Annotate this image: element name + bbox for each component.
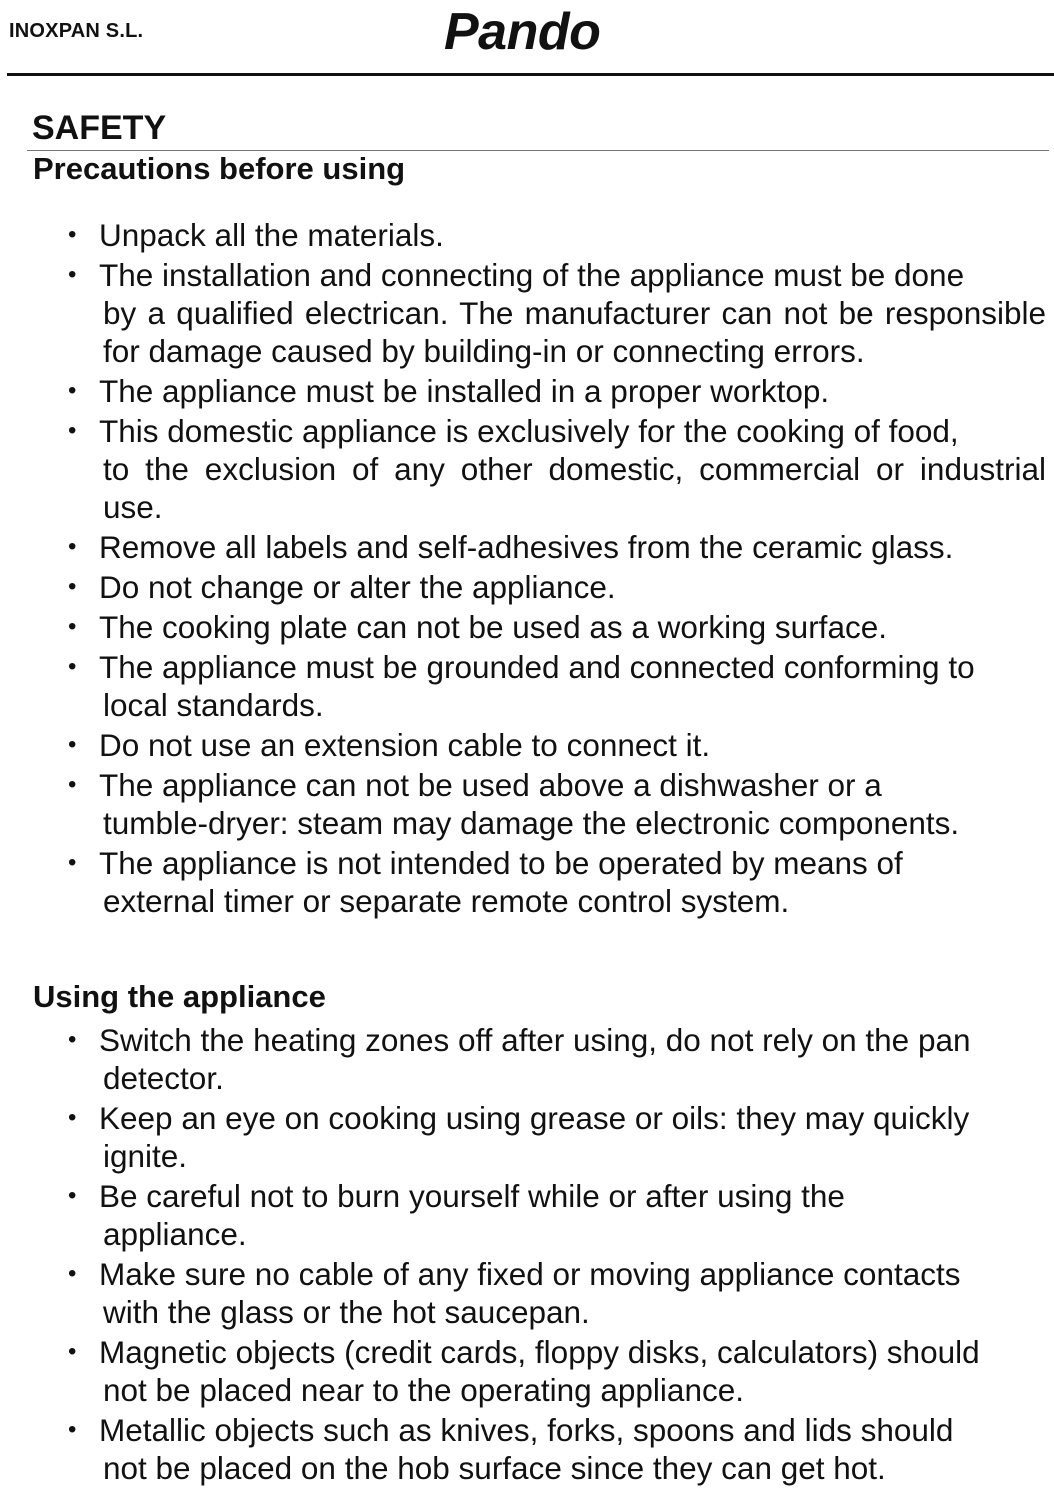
bullet-icon: • bbox=[68, 1416, 77, 1443]
bullet-icon: • bbox=[68, 533, 77, 560]
list-item bbox=[0, 1255, 1054, 1331]
list-item-text: This domestic appliance is exclusively for the cooking of food, bbox=[99, 413, 959, 449]
list-item-text: Magnetic objects (credit cards, floppy disks, calculators) should bbox=[99, 1334, 980, 1370]
list-item-continuation: to the exclusion of any other domestic, commercial or industrial use. bbox=[103, 451, 1046, 525]
list-item-continuation: local standards. bbox=[103, 687, 324, 723]
list-item-text: Unpack all the materials. bbox=[99, 217, 444, 253]
list-item bbox=[0, 1333, 1054, 1409]
list-item-continuation: not be placed on the hob surface since they can get hot. bbox=[103, 1450, 886, 1486]
company-name: INOXPAN S.L. bbox=[9, 20, 144, 42]
list-item-text: Remove all labels and self-adhesives from the ceramic glass. bbox=[99, 529, 954, 565]
list-item-text: Keep an eye on cooking using grease or oils: they may quickly bbox=[99, 1100, 970, 1136]
section-title: SAFETY bbox=[32, 109, 167, 147]
list-item-continuation: external timer or separate remote control system. bbox=[103, 883, 790, 919]
bullet-icon: • bbox=[68, 261, 77, 288]
list-item bbox=[0, 1411, 1054, 1487]
bullet-icon: • bbox=[68, 377, 77, 404]
list-item-text: The appliance is not intended to be operated by means of bbox=[99, 845, 903, 881]
bullet-icon: • bbox=[68, 1104, 77, 1131]
bullet-icon: • bbox=[68, 1182, 77, 1209]
bullet-icon: • bbox=[68, 849, 77, 876]
list-item bbox=[0, 608, 1054, 646]
list-item bbox=[0, 1021, 1054, 1097]
list-item-continuation: appliance. bbox=[103, 1216, 247, 1252]
list-item bbox=[0, 568, 1054, 606]
header-divider bbox=[7, 73, 1054, 76]
precautions-heading: Precautions before using bbox=[33, 151, 406, 186]
list-item bbox=[0, 1099, 1054, 1175]
list-item-continuation: not be placed near to the operating appliance. bbox=[103, 1372, 744, 1408]
bullet-icon: • bbox=[68, 417, 77, 444]
list-item-text: Do not use an extension cable to connect it. bbox=[99, 727, 711, 763]
using-heading: Using the appliance bbox=[33, 979, 326, 1014]
list-item bbox=[0, 648, 1054, 724]
list-item bbox=[0, 256, 1054, 370]
list-item-continuation: tumble-dryer: steam may damage the electronic components. bbox=[103, 805, 960, 841]
bullet-icon: • bbox=[68, 1260, 77, 1287]
list-item-text: The installation and connecting of the appliance must be done bbox=[99, 257, 965, 293]
using-list bbox=[0, 1021, 1054, 1487]
list-item-text: The appliance must be grounded and connected conforming to bbox=[99, 649, 975, 685]
list-item bbox=[0, 216, 1054, 254]
list-item-continuation: detector. bbox=[103, 1060, 224, 1096]
bullet-icon: • bbox=[68, 1026, 77, 1053]
bullet-icon: • bbox=[68, 731, 77, 758]
bullet-icon: • bbox=[68, 613, 77, 640]
precautions-list bbox=[0, 216, 1054, 920]
list-item-continuation: ignite. bbox=[103, 1138, 188, 1174]
list-item-text: Be careful not to burn yourself while or after using the bbox=[99, 1178, 845, 1214]
list-item-text: Metallic objects such as knives, forks, spoons and lids should bbox=[99, 1412, 954, 1448]
list-item bbox=[0, 372, 1054, 410]
page-header bbox=[0, 0, 1054, 78]
brand-logo: Pando bbox=[444, 3, 601, 61]
list-item-text: Switch the heating zones off after using, do not rely on the pan bbox=[99, 1022, 971, 1058]
list-item-continuation: by a qualified electrican. The manufacturer can not be responsible for damage caused by building-in or connecting errors. bbox=[103, 295, 1046, 369]
bullet-icon: • bbox=[68, 653, 77, 680]
bullet-icon: • bbox=[68, 771, 77, 798]
bullet-icon: • bbox=[68, 221, 77, 248]
list-item-text: The cooking plate can not be used as a working surface. bbox=[99, 609, 887, 645]
list-item-text: The appliance must be installed in a proper worktop. bbox=[99, 373, 830, 409]
list-item bbox=[0, 766, 1054, 842]
list-item bbox=[0, 726, 1054, 764]
list-item-text: Make sure no cable of any fixed or moving appliance contacts bbox=[99, 1256, 961, 1292]
bullet-icon: • bbox=[68, 1338, 77, 1365]
list-item-continuation: with the glass or the hot saucepan. bbox=[103, 1294, 590, 1330]
list-item bbox=[0, 1177, 1054, 1253]
list-item bbox=[0, 528, 1054, 566]
list-item bbox=[0, 412, 1054, 526]
list-item-text: The appliance can not be used above a dishwasher or a bbox=[99, 767, 882, 803]
list-item bbox=[0, 844, 1054, 920]
list-item-text: Do not change or alter the appliance. bbox=[99, 569, 616, 605]
bullet-icon: • bbox=[68, 573, 77, 600]
